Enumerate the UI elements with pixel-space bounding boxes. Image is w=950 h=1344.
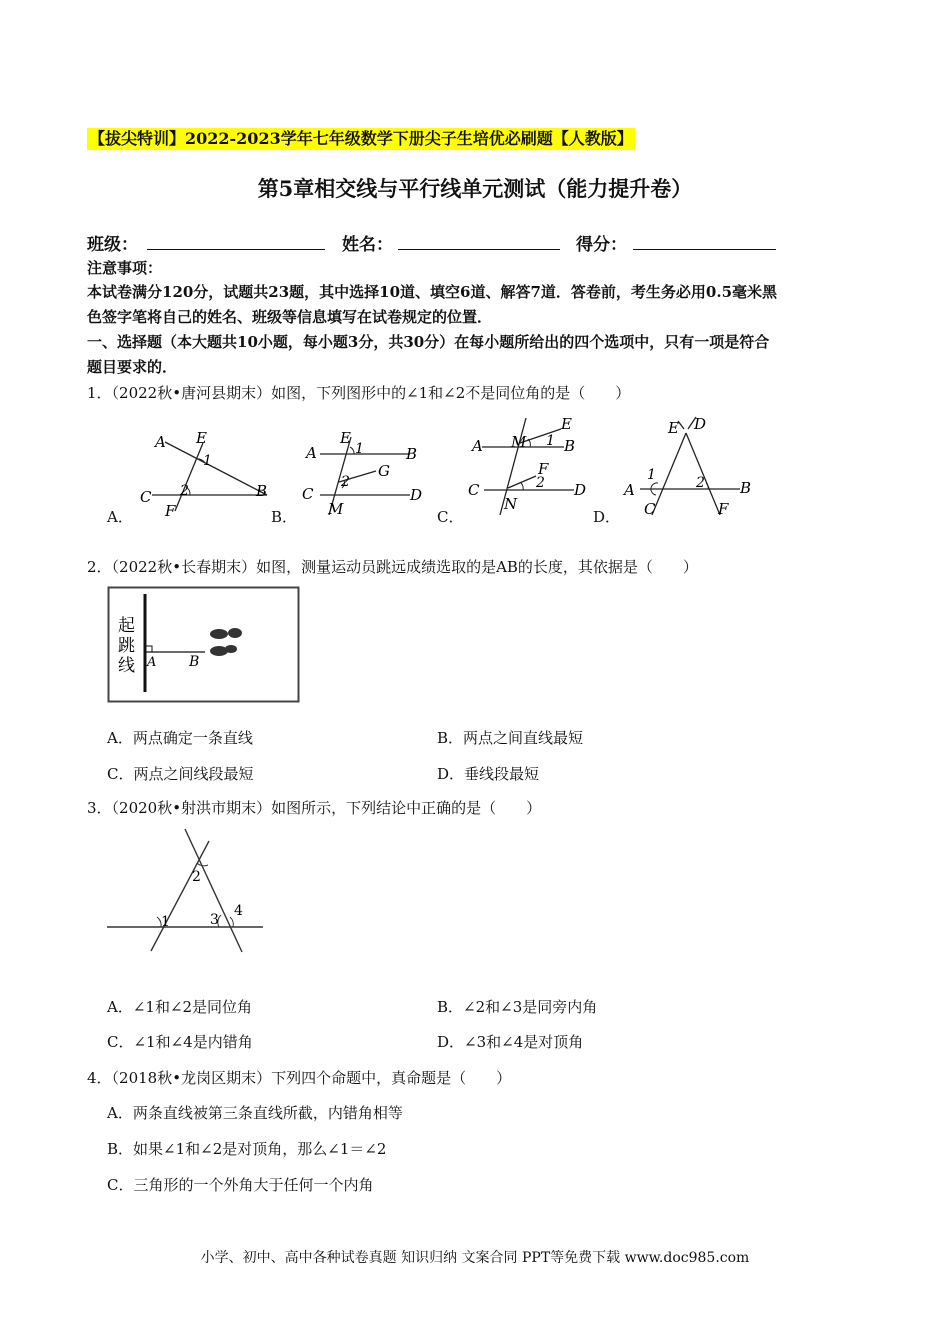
class-blank — [147, 249, 325, 250]
q1b-label-e: E — [340, 429, 351, 447]
q3-angle-1: 1 — [161, 914, 170, 930]
q1c-label-f: F — [538, 460, 549, 478]
q1b-angle-2: 2 — [341, 474, 350, 490]
page-footer: 小学、初中、高中各种试卷真题 知识归纳 文案合同 PPT等免费下载 www.doc985.com — [200, 1250, 750, 1266]
q1b-label-m: M — [328, 500, 344, 518]
notes-heading: 注意事项： — [87, 259, 163, 277]
q1a-label-f: F — [165, 502, 176, 520]
q1b-angle-1: 1 — [355, 441, 364, 457]
q1b-label-b: B — [406, 445, 418, 463]
q2-option-d: D．垂线段最短 — [437, 765, 540, 783]
page-title: 第5章相交线与平行线单元测试（能力提升卷） — [257, 176, 693, 201]
q3-angle-4: 4 — [234, 903, 243, 919]
q2-char-xian: 线 — [118, 656, 135, 676]
q1b-label-a: A — [306, 444, 317, 462]
q1c-label-d: D — [574, 481, 587, 499]
q3-option-a: A．∠1和∠2是同位角 — [107, 998, 253, 1016]
q2-option-b: B．两点之间直线最短 — [437, 729, 584, 747]
q1c-label-n: N — [504, 495, 518, 513]
q1c-label-e: E — [561, 415, 572, 433]
q1c-label-m: M — [511, 433, 527, 451]
section-heading-1: 一、选择题（本大题共10小题，每小题3分，共30分）在每小题所给出的四个选项中，只有一项是符合 — [87, 333, 770, 351]
q2-option-a: A．两点确定一条直线 — [107, 729, 253, 747]
q1d-label-c: C — [644, 500, 656, 518]
q1-figure-b — [298, 425, 438, 520]
q3-option-b: B．∠2和∠3是同旁内角 — [437, 998, 598, 1016]
q2-stem: 2．（2022秋•长春期末）如图，测量运动员跳远成绩选取的是AB的长度，其依据是（ ） — [87, 558, 698, 576]
q1c-angle-1: 1 — [546, 433, 555, 449]
name-blank — [398, 249, 560, 250]
q1d-label-a: A — [624, 481, 635, 499]
q1-option-a-label: A． — [107, 508, 133, 526]
q4-option-c: C．三角形的一个外角大于任何一个内角 — [107, 1176, 374, 1194]
q3-option-d: D．∠3和∠4是对顶角 — [437, 1033, 584, 1051]
name-label: 姓名： — [342, 235, 393, 255]
q2-label-b: B — [189, 654, 200, 670]
q1c-label-a: A — [472, 437, 483, 455]
q1a-label-a: A — [155, 433, 166, 451]
q1b-label-c: C — [302, 485, 314, 503]
score-label: 得分： — [576, 235, 627, 255]
q1d-angle-1: 1 — [647, 467, 656, 483]
q4-option-a: A．两条直线被第三条直线所截，内错角相等 — [107, 1104, 403, 1122]
section-heading-2: 题目要求的． — [87, 358, 178, 376]
q4-stem: 4．（2018秋•龙岗区期末）下列四个命题中，真命题是（ ） — [87, 1069, 512, 1087]
q1a-label-e: E — [196, 429, 207, 447]
q3-angle-2: 2 — [192, 869, 201, 885]
q1d-label-e: E — [668, 419, 679, 437]
q1a-label-b: B — [256, 482, 268, 500]
q1-figure-d — [620, 413, 760, 518]
q2-option-c: C．两点之间线段最短 — [107, 765, 254, 783]
q1-option-b-label: B． — [271, 508, 298, 526]
q3-angle-3: 3 — [210, 912, 219, 928]
q1a-angle-2: 2 — [180, 483, 189, 499]
q1c-label-b: B — [564, 437, 576, 455]
q1c-angle-2: 2 — [536, 475, 545, 491]
q1-option-d-label: D． — [593, 508, 621, 526]
q2-char-qi: 起 — [118, 616, 135, 636]
q3-stem: 3．（2020秋•射洪市期末）如图所示，下列结论中正确的是（ ） — [87, 799, 542, 817]
header-banner: 【拔尖特训】2022-2023学年七年级数学下册尖子生培优必刷题【人教版】 — [89, 129, 633, 148]
notes-line-1: 本试卷满分120分，试题共23题，其中选择10道、填空6道、解答7道．答卷前，考生务必用0.5毫米黑 — [87, 283, 778, 301]
q1a-label-c: C — [140, 488, 152, 506]
q1d-label-f: F — [718, 500, 729, 518]
q2-label-a: A — [147, 655, 157, 670]
q1b-label-g: G — [378, 462, 390, 480]
q1d-angle-2: 2 — [696, 475, 705, 491]
q3-figure — [105, 825, 270, 955]
q1c-label-c: C — [468, 481, 480, 499]
q2-figure — [107, 586, 301, 704]
q1-option-c-label: C． — [437, 508, 464, 526]
q3-option-c: C．∠1和∠4是内错角 — [107, 1033, 253, 1051]
notes-line-2: 色签字笔将自己的姓名、班级等信息填写在试卷规定的位置． — [87, 308, 493, 326]
q1d-label-b: B — [740, 479, 752, 497]
class-label: 班级： — [87, 235, 138, 255]
q1b-label-d: D — [410, 486, 423, 504]
q2-char-tiao: 跳 — [118, 636, 135, 656]
q1-stem: 1．（2022秋•唐河县期末）如图，下列图形中的∠1和∠2不是同位角的是（ ） — [87, 384, 631, 402]
q1-figure-a — [135, 425, 275, 520]
score-blank — [633, 249, 776, 250]
q4-option-b: B．如果∠1和∠2是对顶角，那么∠1＝∠2 — [107, 1140, 387, 1158]
q1-figure-c — [464, 413, 604, 518]
q1d-label-d: D — [694, 415, 707, 433]
q1a-angle-1: 1 — [203, 453, 212, 469]
